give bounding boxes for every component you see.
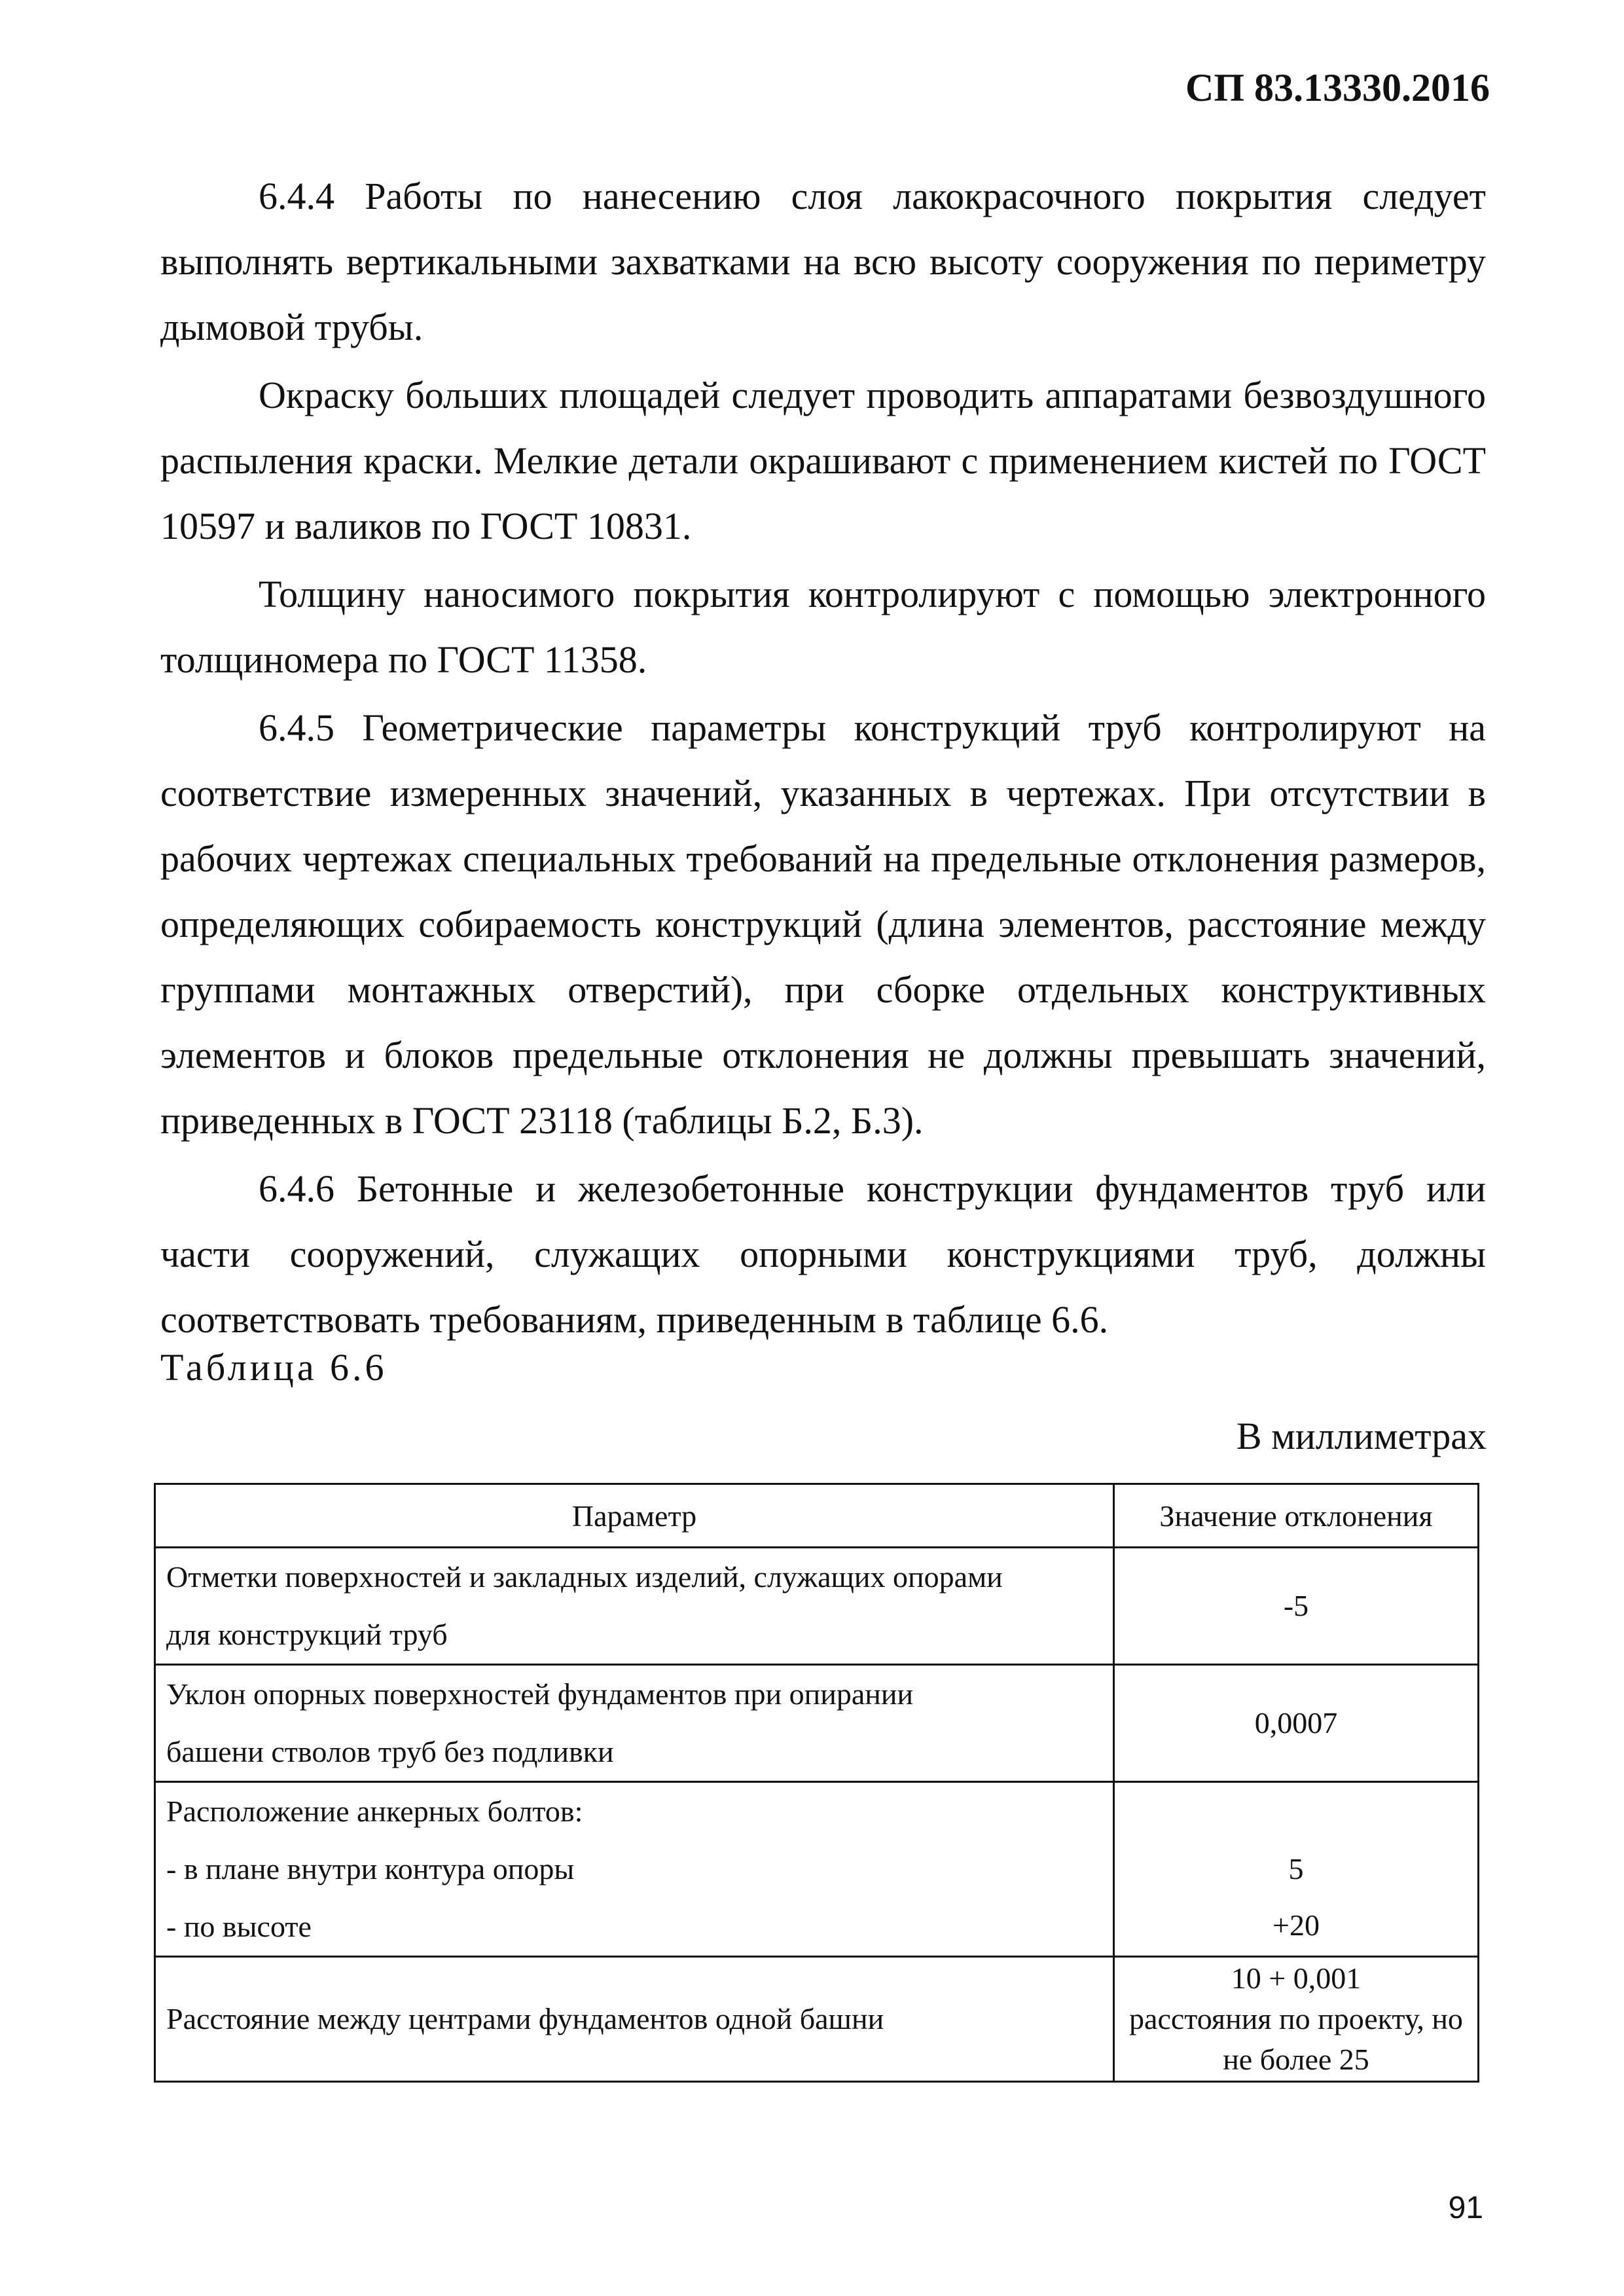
param-line: - в плане внутри контура опоры (166, 1852, 575, 1886)
param-line: Отметки поверхностей и закладных изделий, служащих опорами (166, 1560, 1003, 1594)
header-deviation-value: Значение отклонения (1114, 1484, 1479, 1548)
table-row (155, 1957, 1479, 2082)
value-line: не более 25 (1223, 2043, 1369, 2076)
param-line: башени стволов труб без подливки (166, 1735, 614, 1768)
header-parameter: Параметр (155, 1484, 1114, 1548)
value-line: +20 (1272, 1908, 1320, 1942)
param-line: для конструкций труб (166, 1618, 448, 1651)
value-line (1115, 1785, 1477, 1841)
document-code: СП 83.13330.2016 (1185, 66, 1490, 109)
param-line: Уклон опорных поверхностей фундаментов при опирании (166, 1677, 914, 1711)
paragraph-6-4-5: 6.4.5 Геометрические параметры конструкций труб контролируют на соответствие измеренных значений, указанных в чертежах. При отсутствии в рабочих чертежах специальных требований на предельные отклонения размеров, определяющих собираемость конструкций (длина элементов, расстояние между группами монтажных отверстий), при сборке отдельных конструктивных элементов и блоков предельные отклонения не должны превышать значений, приведенных в ГОСТ 23118 (таблицы Б.2, Б.3). (160, 706, 1486, 1142)
value-cell (1114, 1957, 1479, 2082)
table-row (155, 1665, 1479, 1782)
value-line: 10 + 0,001 (1231, 1961, 1362, 1995)
table-header-row (155, 1484, 1479, 1548)
param-line: - по высоте (166, 1910, 312, 1943)
param-line: Расстояние между центрами фундаментов одной башни (166, 2002, 884, 2035)
table-row (155, 1548, 1479, 1665)
body-text (160, 164, 1486, 1353)
value-line: -5 (1283, 1589, 1309, 1622)
paragraph-painting: Окраску больших площадей следует проводить аппаратами безвоздушного распыления краски. Мелкие детали окрашивают с применением кистей по ГОСТ 10597 и валиков по ГОСТ 10831. (160, 374, 1486, 547)
page-number: 91 (1448, 2191, 1483, 2225)
deviation-table (154, 1483, 1479, 2083)
value-line: 5 (1288, 1852, 1304, 1886)
param-cell (155, 1782, 1114, 1957)
table-units: В миллиметрах (1236, 1415, 1487, 1457)
param-cell (155, 1548, 1114, 1665)
table-caption: Таблица 6.6 (160, 1346, 388, 1389)
table-row (155, 1782, 1479, 1957)
value-cell (1114, 1665, 1479, 1782)
value-cell (1114, 1548, 1479, 1665)
paragraph-6-4-4: 6.4.4 Работы по нанесению слоя лакокрасочного покрытия следует выполнять вертикальными захватками на всю высоту сооружения по периметру дымовой трубы. (160, 175, 1486, 348)
paragraph-thickness: Толщину наносимого покрытия контролируют с помощью электронного толщиномера по ГОСТ 11358. (160, 573, 1486, 681)
value-cell (1114, 1782, 1479, 1957)
param-cell (155, 1665, 1114, 1782)
paragraph-6-4-6: 6.4.6 Бетонные и железобетонные конструкции фундаментов труб или части сооружений, служащих опорными конструкциями труб, должны соответствовать требованиям, приведенным в таблице 6.6. (160, 1167, 1486, 1341)
value-line: 0,0007 (1254, 1706, 1338, 1740)
value-line: расстояния по проекту, но (1129, 2002, 1463, 2035)
param-cell (155, 1957, 1114, 2082)
param-line: Расположение анкерных болтов: (166, 1795, 583, 1828)
